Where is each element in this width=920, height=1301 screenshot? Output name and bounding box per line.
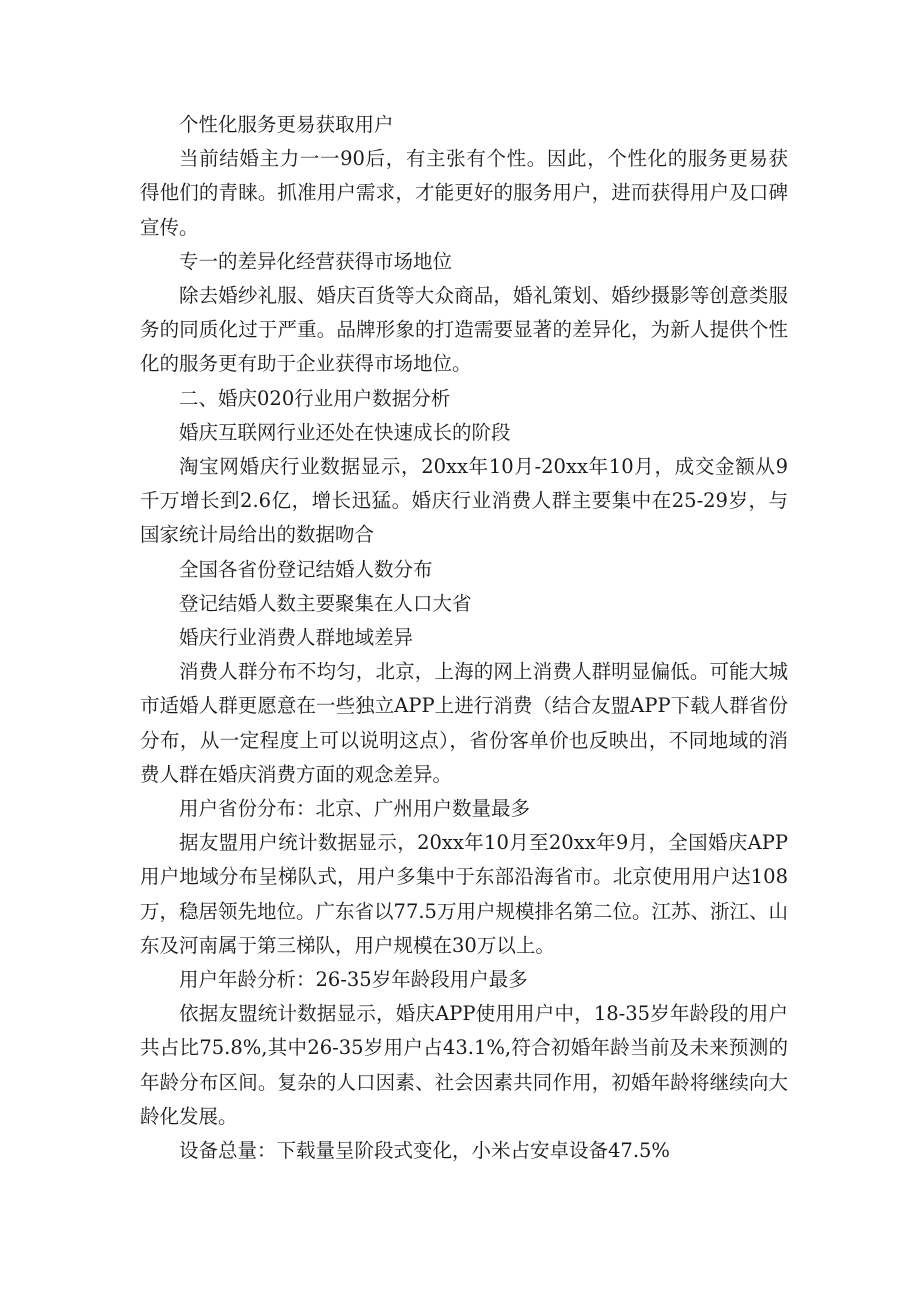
heading-regional-difference: 婚庆行业消费人群地域差异 [179, 626, 414, 650]
paragraph-regional-difference: 消费人群分布不均匀，北京，上海的网上消费人群明显偏低。可能大城市适婚人群更愿意在一些独立APP上进行消费（结合友盟APP下载人群省份分布，从一定程度上可以说明这点），省份客单价也反映出，不同地域的消费人群在婚庆消费方面的观念差异。 [140, 660, 788, 786]
section-heading-user-data: 二、婚庆020行业用户数据分析 [179, 386, 451, 410]
heading-industry-growth: 婚庆互联网行业还处在快速成长的阶段 [179, 420, 511, 444]
heading-personalized-service: 个性化服务更易获取用户 [179, 113, 394, 136]
paragraph-differentiation: 除去婚纱礼服、婚庆百货等大众商品，婚礼策划、婚纱摄影等创意类服务的同质化过于严重。品牌形象的打造需要显著的差异化，为新人提供个性化的服务更有助于企业获得市场地位。 [140, 284, 788, 376]
document-body [140, 108, 788, 1168]
heading-province-marriage: 全国各省份登记结婚人数分布 [179, 557, 433, 581]
heading-device-total: 设备总量：下载量呈阶段式变化，小米占安卓设备47.5% [179, 1139, 670, 1163]
heading-user-provinces: 用户省份分布：北京、广州用户数量最多 [179, 797, 531, 821]
paragraph-user-provinces: 据友盟用户统计数据显示，20xx年10月至20xx年9月，全国婚庆APP用户地域分布呈梯队式，用户多集中于东部沿海省市。北京使用用户达108万，稳居领先地位。广东省以77.5万用户规模排名第二位。江苏、浙江、山东及河南属于第三梯队，用户规模在30万以上。 [140, 831, 788, 957]
paragraph-user-age: 依据友盟统计数据显示，婚庆APP使用用户中，18-35岁年龄段的用户共占比75.8%,其中26-35岁用户占43.1%,符合初婚年龄当前及未来预测的年龄分布区间。复杂的人口因素、社会因素共同作用，初婚年龄将继续向大龄化发展。 [140, 1002, 788, 1128]
heading-differentiation: 专一的差异化经营获得市场地位 [179, 249, 453, 273]
heading-population-provinces: 登记结婚人数主要聚集在人口大省 [179, 591, 472, 615]
paragraph-taobao-data: 淘宝网婚庆行业数据显示，20xx年10月-20xx年10月，成交金额从9千万增长到2.6亿，增长迅猛。婚庆行业消费人群主要集中在25-29岁，与国家统计局给出的数据吻合 [140, 455, 788, 547]
heading-user-age: 用户年龄分析：26-35岁年龄段用户最多 [179, 968, 528, 992]
paragraph-personalized-service: 当前结婚主力一一90后，有主张有个性。因此，个性化的服务更易获得他们的青睐。抓准用户需求，才能更好的服务用户，进而获得用户及口碑宣传。 [140, 147, 788, 239]
